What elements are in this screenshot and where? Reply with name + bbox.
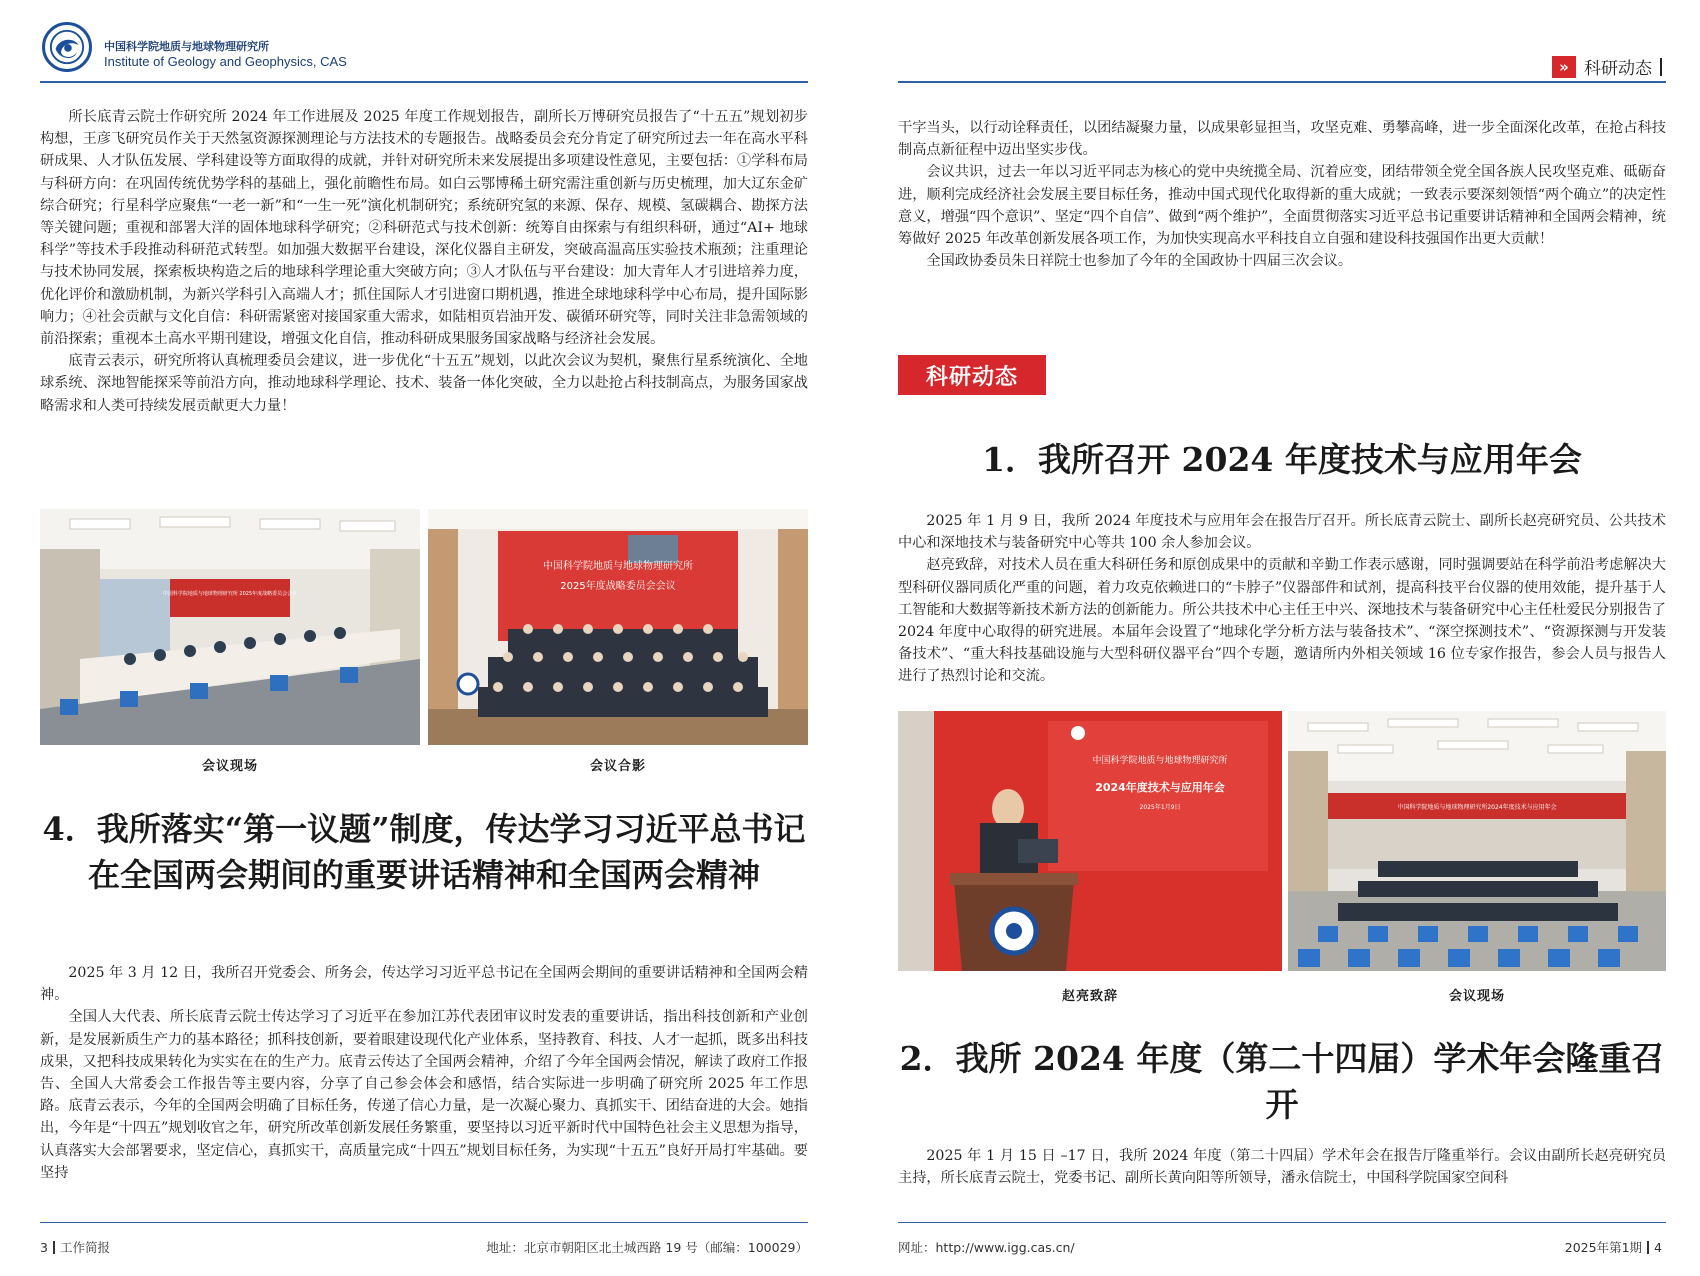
institute-name-cn: 中国科学院地质与地球物理研究所 [104, 40, 269, 53]
photo4-banner-text: 中国科学院地质与地球物理研究所2024年度技术与应用年会 [1397, 804, 1557, 811]
section-4-heading: 4．我所落实“第一议题”制度，传达学习习近平总书记在全国两会期间的重要讲话精神和全国两会精神 [42, 810, 806, 894]
paragraph: 干字当头，以行动诠释责任，以团结凝聚力量，以成果彰显担当，攻坚克难、勇攀高峰，进一步全面深化改革，在抢占科技制高点新征程中迈出坚实步伐。 [898, 120, 1666, 159]
paragraph: 底青云表示，研究所将认真梳理委员会建议，进一步优化“十五五”规划，以此次会议为契机，聚焦行星系统演化、全地球系统、深地智能探采等前沿方向，推动地球科学理论、技术、装备一体化突破，全力以赴抢占科技制高点，为服务国家战略需求和人类可持续发展贡献更大力量！ [40, 353, 808, 414]
photo-caption: 赵亮致辞 [1061, 989, 1118, 1004]
photo-caption: 会议合影 [589, 759, 646, 774]
photo-group [428, 509, 808, 745]
photo3-screen-line2: 2024年度技术与应用年会 [1095, 781, 1225, 794]
paragraph: 所长底青云院士作研究所 2024 年工作进展及 2025 年度工作规划报告，副所长万博研究员报告了“十五五”规划初步构想，王彦飞研究员作关于天然氢资源探测理论与方法技术的专题报告。战略委员会充分肯定了研究所过去一年在高水平科研成果、人才队伍发展、学科建设等方面取得的成就，并针对研究所未来发展提出多项建设性意见，主要包括：①学科布局与科研方向：在巩固传统优势学科的基础上，强化前瞻性布局。如白云鄂博稀土研究需注重创新与历史梳理，加大辽东金矿综合研究；行星科学应聚焦“一老一新”和“一生一死”演化机制研究；系统研究氢的来源、保存、规模、氢碳耦合、勘探方法等关键问题；重视和部署大洋的固体地球科学研究；②科研范式与技术创新：统筹自由探索与有组织科研，通过“AI+ 地球科学”等技术手段推动科研范式转型。如加强大数据平台建设，深化仪器自主研发，突破高温高压实验技术瓶颈；注重理论与技术协同发展，探索板块构造之后的地球科学理论重大突破方向；③人才队伍与平台建设：加大青年人才引进培养力度，优化评价和激励机制，为新兴学科引入高端人才；抓住国际人才引进窗口期机遇，推进全球地球科学中心布局，提升国际影响力；④社会贡献与文化自信：科研需紧密对接国家重大需求，如陆相页岩油开发、碳循环研究等，同时关注非急需领域的前沿探索；重视本土高水平期刊建设，增强文化自信，推动科研成果服务国家战略与经济社会发展。 [40, 109, 808, 348]
paragraph: 全国政协委员朱日祥院士也参加了今年的全国政协十四届三次会议。 [926, 253, 1353, 270]
institute-logo [42, 22, 92, 72]
photo1-banner-text: 中国科学院地质与地球物理研究所 2025年度战略委员会会议 [162, 591, 298, 597]
section-2-heading: 2．我所 2024 年度（第二十四届）学术年会隆重召开 [899, 1039, 1665, 1124]
photo2-title: 中国科学院地质与地球物理研究所 [543, 561, 693, 572]
right-page [850, 0, 1700, 1276]
photo3-screen-line1: 中国科学院地质与地球物理研究所 [1092, 756, 1228, 766]
section-1-text [898, 510, 1666, 688]
photo-meeting-room [40, 509, 420, 745]
double-chevron-right-icon: » [1552, 56, 1576, 78]
photo-speaker [898, 711, 1282, 971]
footer-website: 网址：http://www.igg.cas.cn/ [898, 1240, 1075, 1255]
paragraph: 会议共识，过去一年以习近平同志为核心的党中央统揽全局、沉着应变，团结带领全党全国各族人民攻坚克难、砥砺奋进，顺利完成经济社会发展主要目标任务，推动中国式现代化取得新的重大成就；一致表示要深刻领悟“两个确立”的决定性意义，增强“四个意识”、坚定“四个自信”、做到“两个维护”，全面贯彻落实习近平总书记重要讲话精神和全国两会精神，统筹做好 2025 年改革创新发展各项工作，为加快实现高水平科技自立自强和建设科技强国作出更大贡献！ [898, 164, 1666, 248]
right-intro-text [898, 117, 1666, 272]
page-number: 4 [1654, 1240, 1662, 1255]
photo2-subtitle: 2025年度战略委员会会议 [560, 581, 676, 592]
section-banner: 科研动态 [898, 355, 1046, 395]
photo-caption: 会议现场 [1448, 989, 1505, 1004]
photo-audience [1288, 711, 1666, 971]
paragraph: 2025 年 3 月 12 日，我所召开党委会、所务会，传达学习习近平总书记在全国两会期间的重要讲话精神和全国两会精神。 [40, 965, 808, 1004]
page-number: 3 [40, 1240, 48, 1255]
photo3-screen-line3: 2025年1月9日 [1139, 804, 1181, 811]
footer-divider [898, 1222, 1666, 1223]
section-4-text [40, 962, 808, 1184]
section-2-text [898, 1145, 1666, 1189]
photo-caption: 会议现场 [201, 759, 258, 774]
paragraph: 赵亮致辞，对技术人员在重大科研任务和原创成果中的贡献和辛勤工作表示感谢，同时强调要站在科学前沿考虑解决大型科研仪器同质化严重的问题，着力攻克依赖进口的“卡脖子”仪器部件和试剂，提高科技平台仪器的使用效能，提升基于人工智能和大数据等新技术新方法的创新能力。所公共技术中心主任王中兴、深地技术与装备研究中心主任杜爱民分别报告了 2024 年度中心取得的研究进展。本届年会设置了“地球化学分析方法与装备技术”、“深空探测技术”、“资源探测与开发装备技术”、“重大科技基础设施与大型科研仪器平台”四个专题，邀请所内外相关领域 16 位专家作报告，参会人员与报告人进行了热烈讨论和交流。 [898, 557, 1666, 685]
footer-right [1565, 1238, 1662, 1256]
footer-left [40, 1238, 110, 1256]
institute-logo-icon [48, 28, 86, 66]
section-tag [1552, 54, 1662, 79]
header-divider [40, 81, 808, 83]
section-1-heading: 1．我所召开 2024 年度技术与应用年会 [982, 440, 1582, 479]
left-intro-text [40, 106, 808, 417]
institute-name-en: Institute of Geology and Geophysics, CAS [104, 54, 347, 69]
section-tag-label: 科研动态 [1584, 59, 1652, 79]
paragraph: 2025 年 1 月 9 日，我所 2024 年度技术与应用年会在报告厅召开。所长底青云院士、副所长赵亮研究员、公共技术中心和深地技术与装备研究中心等共 100 余人参加会议。 [898, 513, 1666, 552]
header-divider [898, 81, 1666, 83]
paragraph: 2025 年 1 月 15 日 –17 日，我所 2024 年度（第二十四届）学术年会在报告厅隆重举行。会议由副所长赵亮研究员主持，所长底青云院士，党委书记、副所长黄向阳等所领导，潘永信院士，中国科学院国家空间科 [898, 1148, 1666, 1187]
publication-name: 工作简报 [59, 1240, 110, 1255]
paragraph: 全国人大代表、所长底青云院士传达学习了习近平在参加江苏代表团审议时发表的重要讲话，指出科技创新和产业创新，是发展新质生产力的基本路径；抓科技创新，要着眼建设现代化产业体系，坚持教育、科技、人才一起抓，既多出科技成果，又把科技成果转化为实实在在的生产力。底青云传达了全国两会精神，介绍了今年全国两会情况，解读了政府工作报告、全国人大常委会工作报告等主要内容，分享了自己参会体会和感悟，结合实际进一步明确了研究所 2025 年工作思路。底青云表示，今年的全国两会明确了目标任务，传递了信心力量，是一次凝心聚力、真抓实干、团结奋进的大会。她指出，今年是“十四五”规划收官之年，研究所改革创新发展任务繁重，要坚持以习近平新时代中国特色社会主义思想为指导，认真落实大会部署要求，坚定信心，真抓实干，高质量完成“十四五”规划目标任务，为实现“十五五”良好开局打牢基础。要坚持 [40, 1009, 808, 1181]
footer-divider [40, 1222, 808, 1223]
section-tag-bar [1660, 58, 1662, 76]
issue-label: 2025年第1期 [1564, 1240, 1643, 1255]
footer-address: 地址：北京市朝阳区北土城西路 19 号（邮编：100029） [486, 1240, 808, 1255]
